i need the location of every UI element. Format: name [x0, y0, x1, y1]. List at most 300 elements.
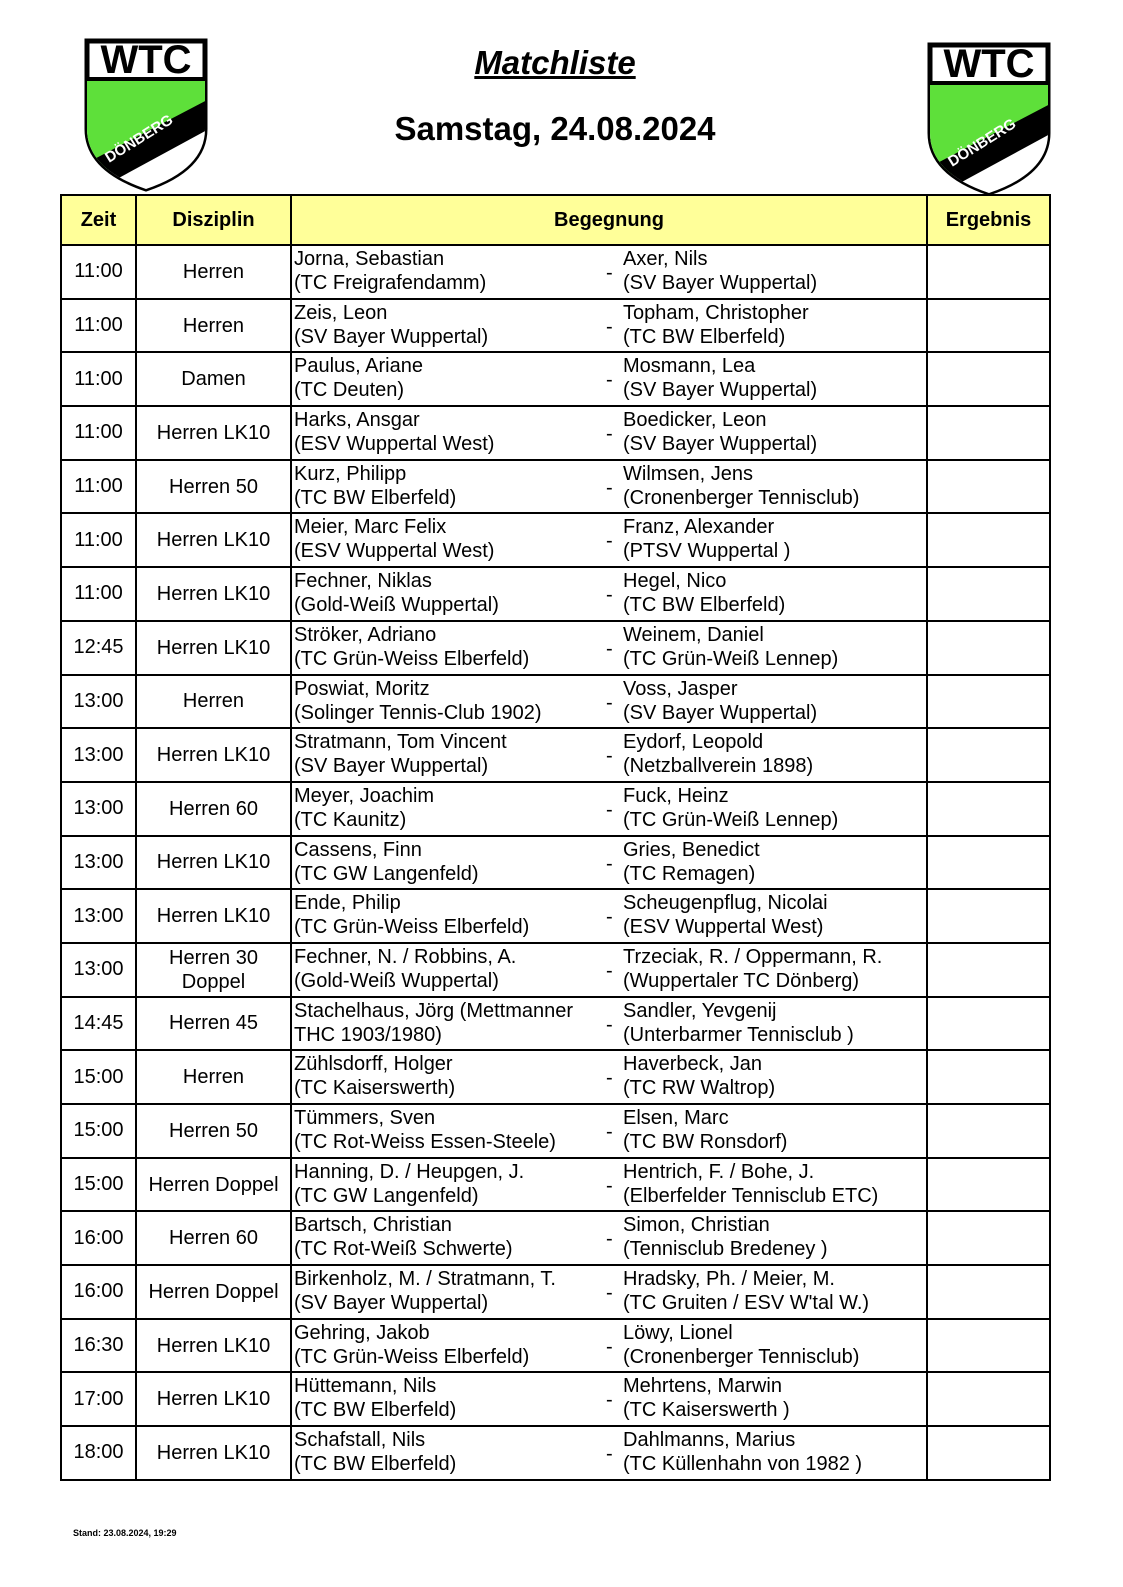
- player2: [623, 515, 790, 563]
- logo-text: WTC: [100, 38, 192, 82]
- player2-name: Löwy, Lionel: [623, 1321, 733, 1344]
- player1-club: (SV Bayer Wuppertal): [294, 1292, 489, 1315]
- player2-club: (TC BW Elberfeld): [623, 325, 786, 348]
- player1-name: Tümmers, Sven: [294, 1107, 436, 1129]
- player2-club: (TC Küllenhahn von 1982 ): [623, 1453, 863, 1476]
- disziplin-text: Herren LK10: [156, 905, 271, 928]
- disziplin-text: Herren 60: [169, 1227, 258, 1250]
- disziplin-text: Herren 30: [169, 946, 258, 969]
- zeit-cell: 15:00: [61, 1050, 136, 1104]
- player2-club: (ESV Wuppertal West): [623, 916, 824, 939]
- player1: [294, 784, 434, 832]
- player1-name: Hüttemann, Nils: [294, 1375, 437, 1398]
- ergebnis-cell[interactable]: [927, 406, 1050, 460]
- logo-band-text: DÖNBERG: [945, 115, 1020, 171]
- table-row: [61, 621, 1050, 675]
- player2-name: Elsen, Marc: [623, 1107, 729, 1129]
- player1-club: (SV Bayer Wuppertal): [294, 755, 489, 778]
- player1: [294, 1106, 556, 1154]
- player2-name: Topham, Christopher: [623, 301, 809, 324]
- match-separator: -: [606, 1389, 613, 1412]
- player2-name: Weinem, Daniel: [623, 623, 764, 646]
- ergebnis-cell[interactable]: [927, 567, 1050, 621]
- page-date: Samstag, 24.08.2024: [394, 110, 716, 147]
- table-row: [61, 1372, 1050, 1426]
- player1-club: (TC GW Langenfeld): [294, 1184, 479, 1207]
- disziplin-text: Herren LK10: [156, 1388, 271, 1411]
- player2-name: Wilmsen, Jens: [623, 462, 754, 485]
- ergebnis-cell[interactable]: [927, 460, 1050, 514]
- player1-name: Meier, Marc Felix: [294, 516, 447, 539]
- player2: [623, 1374, 790, 1422]
- ergebnis-cell[interactable]: [927, 352, 1050, 406]
- disziplin-text: Herren 50: [169, 1119, 258, 1142]
- player2: [623, 784, 838, 832]
- disziplin-cell: [136, 1319, 291, 1373]
- table-row: [61, 782, 1050, 836]
- begegnung-cell: [291, 352, 927, 406]
- col-header-disziplin: Disziplin: [136, 195, 291, 245]
- ergebnis-cell[interactable]: [927, 889, 1050, 943]
- player1: [294, 247, 486, 295]
- disziplin-cell: [136, 889, 291, 943]
- player1-name: Stachelhaus, Jörg (Mettmanner: [294, 999, 574, 1022]
- player2-name: Haverbeck, Jan: [623, 1053, 762, 1076]
- player2: [623, 1106, 787, 1154]
- page-title: Matchliste: [474, 44, 636, 81]
- player1-name: Kurz, Philipp: [294, 462, 407, 485]
- disziplin-text: Herren LK10: [156, 851, 271, 874]
- ergebnis-cell[interactable]: [927, 1211, 1050, 1265]
- player2-club: (Cronenberger Tennisclub): [623, 1345, 860, 1368]
- player1-club: (TC BW Elberfeld): [294, 1399, 457, 1422]
- disziplin-text: Herren LK10: [156, 744, 271, 767]
- player1: [294, 354, 423, 402]
- player1-club: (TC Deuten): [294, 379, 405, 402]
- ergebnis-cell[interactable]: [927, 1426, 1050, 1480]
- player1-name: Ende, Philip: [294, 892, 401, 915]
- player2: [623, 408, 817, 456]
- disziplin-cell: [136, 352, 291, 406]
- player2-name: Hradsky, Ph. / Meier, M.: [623, 1268, 835, 1291]
- player1: [294, 891, 529, 939]
- table-row: [61, 1265, 1050, 1319]
- player2-club: (PTSV Wuppertal ): [623, 540, 791, 563]
- player2-name: Hentrich, F. / Bohe, J.: [623, 1160, 815, 1183]
- match-separator: -: [606, 637, 613, 660]
- player2: [623, 1213, 828, 1261]
- table-row: [61, 943, 1050, 997]
- begegnung-cell: [291, 997, 927, 1051]
- player2: [623, 1321, 859, 1369]
- player2: [623, 301, 809, 349]
- begegnung-cell: [291, 1372, 927, 1426]
- player2-club: (TC RW Waltrop): [623, 1077, 776, 1100]
- player2: [623, 838, 760, 886]
- ergebnis-cell[interactable]: [927, 728, 1050, 782]
- player2-club: (TC BW Elberfeld): [623, 594, 786, 617]
- match-separator: -: [606, 959, 613, 982]
- disziplin-cell: [136, 836, 291, 890]
- player2: [623, 1267, 869, 1315]
- disziplin-text: Herren LK10: [156, 636, 271, 659]
- player2-club: (Unterbarmer Tennisclub ): [623, 1023, 854, 1046]
- player2-club: (TC Grün-Weiß Lennep): [623, 808, 839, 831]
- match-separator: -: [606, 262, 613, 284]
- player1: [294, 1321, 529, 1369]
- ergebnis-cell[interactable]: [927, 675, 1050, 729]
- player2-name: Hegel, Nico: [623, 570, 727, 593]
- player1-club: (TC Freigrafendamm): [294, 272, 487, 294]
- zeit-cell: 12:45: [61, 621, 136, 675]
- disziplin-text: Herren 45: [169, 1012, 258, 1035]
- player1-club: (TC BW Elberfeld): [294, 1453, 457, 1476]
- player2-club: (Cronenberger Tennisclub): [623, 486, 860, 509]
- player1-club: THC 1903/1980): [294, 1023, 442, 1046]
- ergebnis-cell[interactable]: [927, 621, 1050, 675]
- player1: [294, 462, 456, 510]
- table-row: [61, 675, 1050, 729]
- wtc-logo-right: [926, 41, 1052, 196]
- table-row: [61, 299, 1050, 353]
- match-separator: -: [606, 1443, 613, 1466]
- player1-club: (ESV Wuppertal West): [294, 540, 495, 563]
- player2: [623, 247, 817, 295]
- match-table: [60, 194, 1051, 1481]
- zeit-cell: 15:00: [61, 1158, 136, 1212]
- player1-club: (TC Grün-Weiss Elberfeld): [294, 1345, 530, 1368]
- wtc-shield-icon: [83, 37, 209, 192]
- begegnung-cell: [291, 245, 927, 299]
- match-separator: -: [606, 1174, 613, 1197]
- player2-club: (TC Kaiserswerth ): [623, 1399, 790, 1422]
- table-row: [61, 997, 1050, 1051]
- ergebnis-cell[interactable]: [927, 836, 1050, 890]
- player1-name: Meyer, Joachim: [294, 784, 435, 807]
- player2-name: Sandler, Yevgenij: [623, 999, 777, 1022]
- player1: [294, 1267, 556, 1315]
- player1-name: Bartsch, Christian: [294, 1214, 452, 1237]
- player2-name: Voss, Jasper: [623, 677, 738, 700]
- player1-club: (ESV Wuppertal West): [294, 433, 495, 456]
- player2: [623, 945, 882, 993]
- disziplin-text: Herren Doppel: [148, 1173, 279, 1196]
- player2-name: Eydorf, Leopold: [623, 731, 764, 754]
- disziplin-cell: [136, 1158, 291, 1212]
- ergebnis-cell[interactable]: [927, 997, 1050, 1051]
- begegnung-cell: [291, 943, 927, 997]
- player1: [294, 730, 507, 778]
- table-row: [61, 567, 1050, 621]
- player1: [294, 1428, 456, 1476]
- table-row: [61, 1104, 1050, 1158]
- player1-club: (TC Grün-Weiss Elberfeld): [294, 916, 530, 939]
- disziplin-text: Herren 60: [169, 797, 258, 820]
- player1: [294, 1052, 455, 1100]
- disziplin-text: Herren: [182, 260, 245, 283]
- begegnung-cell: [291, 567, 927, 621]
- player1-name: Gehring, Jakob: [294, 1321, 430, 1344]
- wtc-shield-icon: [926, 41, 1052, 196]
- player1-name: Fechner, N. / Robbins, A.: [294, 945, 517, 968]
- player2-name: Dahlmanns, Marius: [623, 1429, 796, 1452]
- ergebnis-cell[interactable]: [927, 1265, 1050, 1319]
- disziplin-text: Herren: [182, 1066, 245, 1089]
- player1: [294, 999, 573, 1047]
- player1-club: (SV Bayer Wuppertal): [294, 325, 489, 348]
- player1: [294, 515, 494, 563]
- match-separator: -: [606, 315, 613, 338]
- match-separator: -: [606, 1282, 613, 1305]
- ergebnis-cell[interactable]: [927, 1050, 1050, 1104]
- player1: [294, 945, 516, 993]
- match-separator: -: [606, 852, 613, 875]
- player2-name: Franz, Alexander: [623, 516, 775, 539]
- player1-club: (TC Grün-Weiss Elberfeld): [294, 647, 530, 670]
- player2: [623, 677, 817, 725]
- ergebnis-cell[interactable]: [927, 245, 1050, 299]
- col-header-begegnung: Begegnung: [291, 195, 927, 245]
- begegnung-cell: [291, 406, 927, 460]
- player2-club: (SV Bayer Wuppertal): [623, 272, 818, 294]
- player2-club: (Wuppertaler TC Dönberg): [623, 969, 860, 992]
- player1-club: (Gold-Weiß Wuppertal): [294, 594, 499, 617]
- disziplin-text: Herren LK10: [156, 529, 271, 552]
- player2: [623, 730, 813, 778]
- begegnung-cell: [291, 513, 927, 567]
- player2-club: (Elberfelder Tennisclub ETC): [623, 1184, 879, 1207]
- match-separator: -: [606, 423, 613, 446]
- zeit-cell: 16:00: [61, 1211, 136, 1265]
- disziplin-text: Herren LK10: [156, 421, 271, 444]
- begegnung-cell: [291, 1050, 927, 1104]
- player2: [623, 1052, 775, 1100]
- player1-club: (TC Rot-Weiß Schwerte): [294, 1238, 513, 1261]
- player2: [623, 1160, 878, 1208]
- table-row: [61, 352, 1050, 406]
- disziplin-cell: [136, 1211, 291, 1265]
- player1-name: Fechner, Niklas: [294, 570, 432, 593]
- disziplin-cell: [136, 728, 291, 782]
- begegnung-cell: [291, 782, 927, 836]
- table-row: [61, 1319, 1050, 1373]
- player1: [294, 1213, 513, 1261]
- disziplin-text: Herren LK10: [156, 582, 271, 605]
- zeit-cell: 13:00: [61, 889, 136, 943]
- ergebnis-cell[interactable]: [927, 1158, 1050, 1212]
- player1: [294, 677, 542, 725]
- table-row: [61, 1050, 1050, 1104]
- player2-name: Simon, Christian: [623, 1214, 770, 1237]
- player2-club: (Netzballverein 1898): [623, 755, 814, 778]
- table-row: [61, 513, 1050, 567]
- player2: [623, 891, 828, 939]
- zeit-cell: 11:00: [61, 352, 136, 406]
- match-separator: -: [606, 745, 613, 768]
- table-header-row: [61, 195, 1050, 245]
- table-row: [61, 1158, 1050, 1212]
- player2-club: (TC Grün-Weiß Lennep): [623, 647, 839, 670]
- player2: [623, 462, 859, 510]
- begegnung-cell: [291, 675, 927, 729]
- player1-club: (Solinger Tennis-Club 1902): [294, 701, 542, 724]
- logo-text: WTC: [943, 42, 1035, 86]
- player1-name: Poswiat, Moritz: [294, 677, 430, 700]
- player1: [294, 408, 494, 456]
- disziplin-cell: [136, 567, 291, 621]
- player2: [623, 623, 838, 671]
- zeit-cell: 14:45: [61, 997, 136, 1051]
- player1-name: Paulus, Ariane: [294, 355, 423, 378]
- player1-name: Stratmann, Tom Vincent: [294, 731, 507, 754]
- ergebnis-cell[interactable]: [927, 299, 1050, 353]
- zeit-cell: 11:00: [61, 299, 136, 353]
- player1-club: (Gold-Weiß Wuppertal): [294, 969, 499, 992]
- zeit-cell: 13:00: [61, 943, 136, 997]
- match-separator: -: [606, 798, 613, 821]
- ergebnis-cell[interactable]: [927, 1104, 1050, 1158]
- begegnung-cell: [291, 1158, 927, 1212]
- ergebnis-cell[interactable]: [927, 782, 1050, 836]
- player2-club: (TC Gruiten / ESV W'tal W.): [623, 1292, 870, 1315]
- table-row: [61, 836, 1050, 890]
- begegnung-cell: [291, 1211, 927, 1265]
- disziplin-cell: [136, 460, 291, 514]
- begegnung-cell: [291, 1319, 927, 1373]
- disziplin-cell: [136, 1050, 291, 1104]
- zeit-cell: 13:00: [61, 836, 136, 890]
- table-row: [61, 1426, 1050, 1480]
- disziplin-cell: [136, 406, 291, 460]
- begegnung-cell: [291, 889, 927, 943]
- player1: [294, 569, 499, 617]
- zeit-cell: 11:00: [61, 406, 136, 460]
- ergebnis-cell[interactable]: [927, 943, 1050, 997]
- disziplin-cell: [136, 621, 291, 675]
- player1-name: Schafstall, Nils: [294, 1429, 426, 1452]
- player1-club: (TC Rot-Weiss Essen-Steele): [294, 1131, 556, 1153]
- begegnung-cell: [291, 1426, 927, 1480]
- disziplin-cell: [136, 1104, 291, 1158]
- zeit-cell: 11:00: [61, 567, 136, 621]
- zeit-cell: 18:00: [61, 1426, 136, 1480]
- table-row: [61, 245, 1050, 299]
- disziplin-cell: [136, 513, 291, 567]
- match-separator: -: [606, 691, 613, 714]
- begegnung-cell: [291, 728, 927, 782]
- player1-club: (TC GW Langenfeld): [294, 862, 479, 885]
- player2-name: Mehrtens, Marwin: [623, 1375, 782, 1398]
- ergebnis-cell[interactable]: [927, 1319, 1050, 1373]
- match-separator: -: [606, 1228, 613, 1251]
- player2-club: (TC Remagen): [623, 862, 756, 885]
- disziplin-cell: [136, 299, 291, 353]
- ergebnis-cell[interactable]: [927, 1372, 1050, 1426]
- player2-club: (TC BW Ronsdorf): [623, 1131, 788, 1153]
- player1-name: Birkenholz, M. / Stratmann, T.: [294, 1268, 556, 1291]
- table-row: [61, 1211, 1050, 1265]
- player2-club: (SV Bayer Wuppertal): [623, 379, 818, 402]
- match-separator: -: [606, 1067, 613, 1090]
- player2-name: Fuck, Heinz: [623, 784, 729, 807]
- disziplin-cell: [136, 997, 291, 1051]
- disziplin-text: Herren: [182, 690, 245, 713]
- player1: [294, 838, 479, 886]
- begegnung-cell: [291, 460, 927, 514]
- player2-club: (SV Bayer Wuppertal): [623, 701, 818, 724]
- player1-name: Jorna, Sebastian: [294, 248, 445, 270]
- match-separator: -: [606, 1013, 613, 1036]
- disziplin-text: Herren: [182, 314, 245, 337]
- player1: [294, 1374, 456, 1422]
- player1-name: Harks, Ansgar: [294, 409, 420, 432]
- player2-name: Scheugenpflug, Nicolai: [623, 892, 828, 915]
- player1: [294, 301, 488, 349]
- player2-club: (Tennisclub Bredeney ): [623, 1238, 828, 1261]
- disziplin-cell: [136, 943, 291, 997]
- disziplin-text-line2: Doppel: [181, 970, 246, 993]
- disziplin-cell: [136, 675, 291, 729]
- disziplin-text: Herren LK10: [156, 1334, 271, 1357]
- disziplin-text: Herren LK10: [156, 1441, 271, 1464]
- player1-name: Hanning, D. / Heupgen, J.: [294, 1160, 525, 1183]
- player1-club: (TC Kaunitz): [294, 808, 407, 831]
- col-header-ergebnis: Ergebnis: [927, 195, 1050, 245]
- player1-name: Zühlsdorff, Holger: [294, 1053, 453, 1076]
- match-separator: -: [606, 530, 613, 553]
- disziplin-text: Damen: [181, 368, 246, 391]
- col-header-zeit: Zeit: [61, 195, 136, 245]
- zeit-cell: 16:30: [61, 1319, 136, 1373]
- zeit-cell: 15:00: [61, 1104, 136, 1158]
- player2: [623, 354, 817, 402]
- player2: [623, 1428, 862, 1476]
- begegnung-cell: [291, 621, 927, 675]
- zeit-cell: 11:00: [61, 513, 136, 567]
- player1-club: (TC Kaiserswerth): [294, 1077, 456, 1100]
- disziplin-cell: [136, 1426, 291, 1480]
- zeit-cell: 13:00: [61, 675, 136, 729]
- disziplin-cell: [136, 1265, 291, 1319]
- player1-name: Cassens, Finn: [294, 838, 422, 861]
- player2-name: Trzeciak, R. / Oppermann, R.: [623, 945, 883, 968]
- player1: [294, 623, 529, 671]
- player2-club: (SV Bayer Wuppertal): [623, 433, 818, 456]
- zeit-cell: 13:00: [61, 782, 136, 836]
- zeit-cell: 11:00: [61, 245, 136, 299]
- match-separator: -: [606, 1335, 613, 1358]
- player2: [623, 569, 785, 617]
- logo-band-text: DÖNBERG: [102, 111, 177, 167]
- player2-name: Mosmann, Lea: [623, 355, 756, 378]
- table-row: [61, 728, 1050, 782]
- player1: [294, 1160, 524, 1208]
- disziplin-cell: [136, 1372, 291, 1426]
- disziplin-text: Herren 50: [169, 475, 258, 498]
- table-row: [61, 406, 1050, 460]
- player1-name: Ströker, Adriano: [294, 623, 437, 646]
- match-separator: -: [606, 584, 613, 607]
- disziplin-text: Herren Doppel: [148, 1280, 279, 1303]
- player2-name: Axer, Nils: [623, 248, 708, 270]
- player1-name: Zeis, Leon: [294, 301, 388, 324]
- begegnung-cell: [291, 299, 927, 353]
- player2-name: Boedicker, Leon: [623, 409, 767, 432]
- table-row: [61, 889, 1050, 943]
- zeit-cell: 16:00: [61, 1265, 136, 1319]
- match-separator: -: [606, 1121, 613, 1143]
- ergebnis-cell[interactable]: [927, 513, 1050, 567]
